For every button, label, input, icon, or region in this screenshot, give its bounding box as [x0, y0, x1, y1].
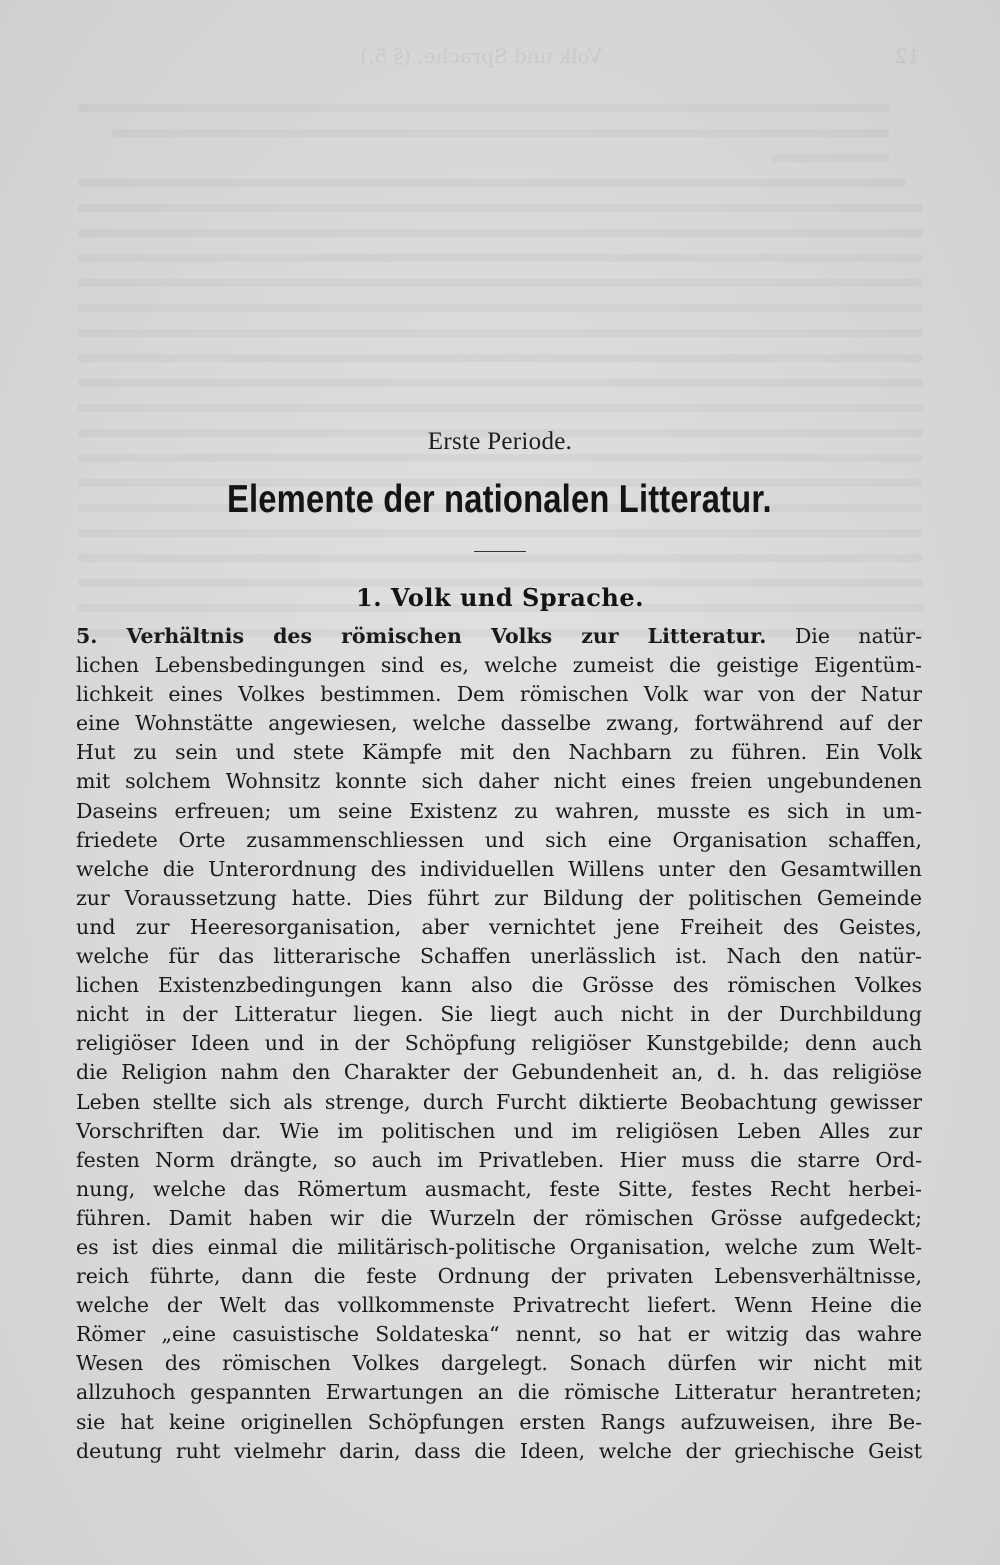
period-heading: Erste Periode. [427, 428, 573, 455]
text-line: eine Wohnstätte angewiesen, welche dasselbe zwang, fortwährend auf der [76, 711, 922, 736]
bleed-through-text [78, 104, 923, 654]
text-line-first-rest: Die natür- [794, 624, 922, 648]
section-heading: 1. Volk und Sprache. [356, 583, 644, 612]
text-line: allzuhoch gespannten Erwartungen an die römische Litteratur herantreten; [76, 1380, 922, 1405]
text-line: friedete Orte zusammenschliessen und sich eine Organisation schaffen, [76, 827, 922, 852]
text-line: nung, welche das Römertum ausmacht, feste Sitte, festes Recht herbei- [76, 1176, 922, 1201]
paragraph-heading: 5. Verhältnis des römischen Volks zur Litteratur. [76, 624, 767, 648]
body-text [76, 622, 922, 1466]
bleed-through-header: 12 Volk und Sprache. (§ 5.) [360, 44, 920, 68]
text-line: welche der Welt das vollkommenste Privatrecht liefert. Wenn Heine die [76, 1293, 922, 1318]
text-line: sie hat keine originellen Schöpfungen ersten Rangs aufzuweisen, ihre Be- [76, 1409, 922, 1434]
text-line: welche die Unterordnung des individuellen Willens unter den Gesamtwillen [76, 856, 922, 881]
text-line: und zur Heeresorganisation, aber vernichtet jene Freiheit des Geistes, [76, 914, 922, 939]
title-divider [474, 551, 526, 552]
text-line: mit solchem Wohnsitz konnte sich daher nicht eines freien ungebundenen [76, 769, 922, 794]
text-line: Wesen des römischen Volkes dargelegt. Sonach dürfen wir nicht mit [76, 1351, 922, 1376]
text-line-first [76, 622, 922, 651]
text-line: Vorschriften dar. Wie im politischen und im religiösen Leben Alles zur [76, 1118, 922, 1143]
text-line: es ist dies einmal die militärisch-politische Organisation, welche zum Welt- [76, 1234, 922, 1259]
text-line: nicht in der Litteratur liegen. Sie liegt auch nicht in der Durchbildung [76, 1002, 922, 1027]
text-line: Leben stellte sich als strenge, durch Furcht diktierte Beobachtung gewisser [76, 1089, 922, 1114]
text-line: deutung ruht vielmehr darin, dass die Ideen, welche der griechische Geist [76, 1438, 922, 1463]
text-line: lichen Lebensbedingungen sind es, welche zumeist die geistige Eigentüm- [76, 653, 922, 678]
text-line: lichkeit eines Volkes bestimmen. Dem römischen Volk war von der Natur [76, 682, 922, 707]
text-line: religiöser Ideen und in der Schöpfung religiöser Kunstgebilde; denn auch [76, 1031, 922, 1056]
text-line: die Religion nahm den Charakter der Gebundenheit an, d. h. das religiöse [76, 1060, 922, 1085]
text-line: lichen Existenzbedingungen kann also die Grösse des römischen Volkes [76, 973, 922, 998]
text-line: zur Voraussetzung hatte. Dies führt zur Bildung der politischen Gemeinde [76, 885, 922, 910]
text-line: Daseins erfreuen; um seine Existenz zu wahren, musste es sich in um- [76, 798, 922, 823]
text-line: führen. Damit haben wir die Wurzeln der römischen Grösse aufgedeckt; [76, 1205, 922, 1230]
text-line: festen Norm drängte, so auch im Privatleben. Hier muss die starre Ord- [76, 1147, 922, 1172]
text-line: reich führte, dann die feste Ordnung der privaten Lebensverhältnisse, [76, 1264, 922, 1289]
text-line: Hut zu sein und stete Kämpfe mit den Nachbarn zu führen. Ein Volk [76, 740, 922, 765]
chapter-title: Elemente der nationalen Litteratur. [226, 478, 772, 521]
text-line: Römer „eine casuistische Soldateska“ nennt, so hat er witzig das wahre [76, 1322, 922, 1347]
text-line: welche für das litterarische Schaffen unerlässlich ist. Nach den natür- [76, 944, 922, 969]
